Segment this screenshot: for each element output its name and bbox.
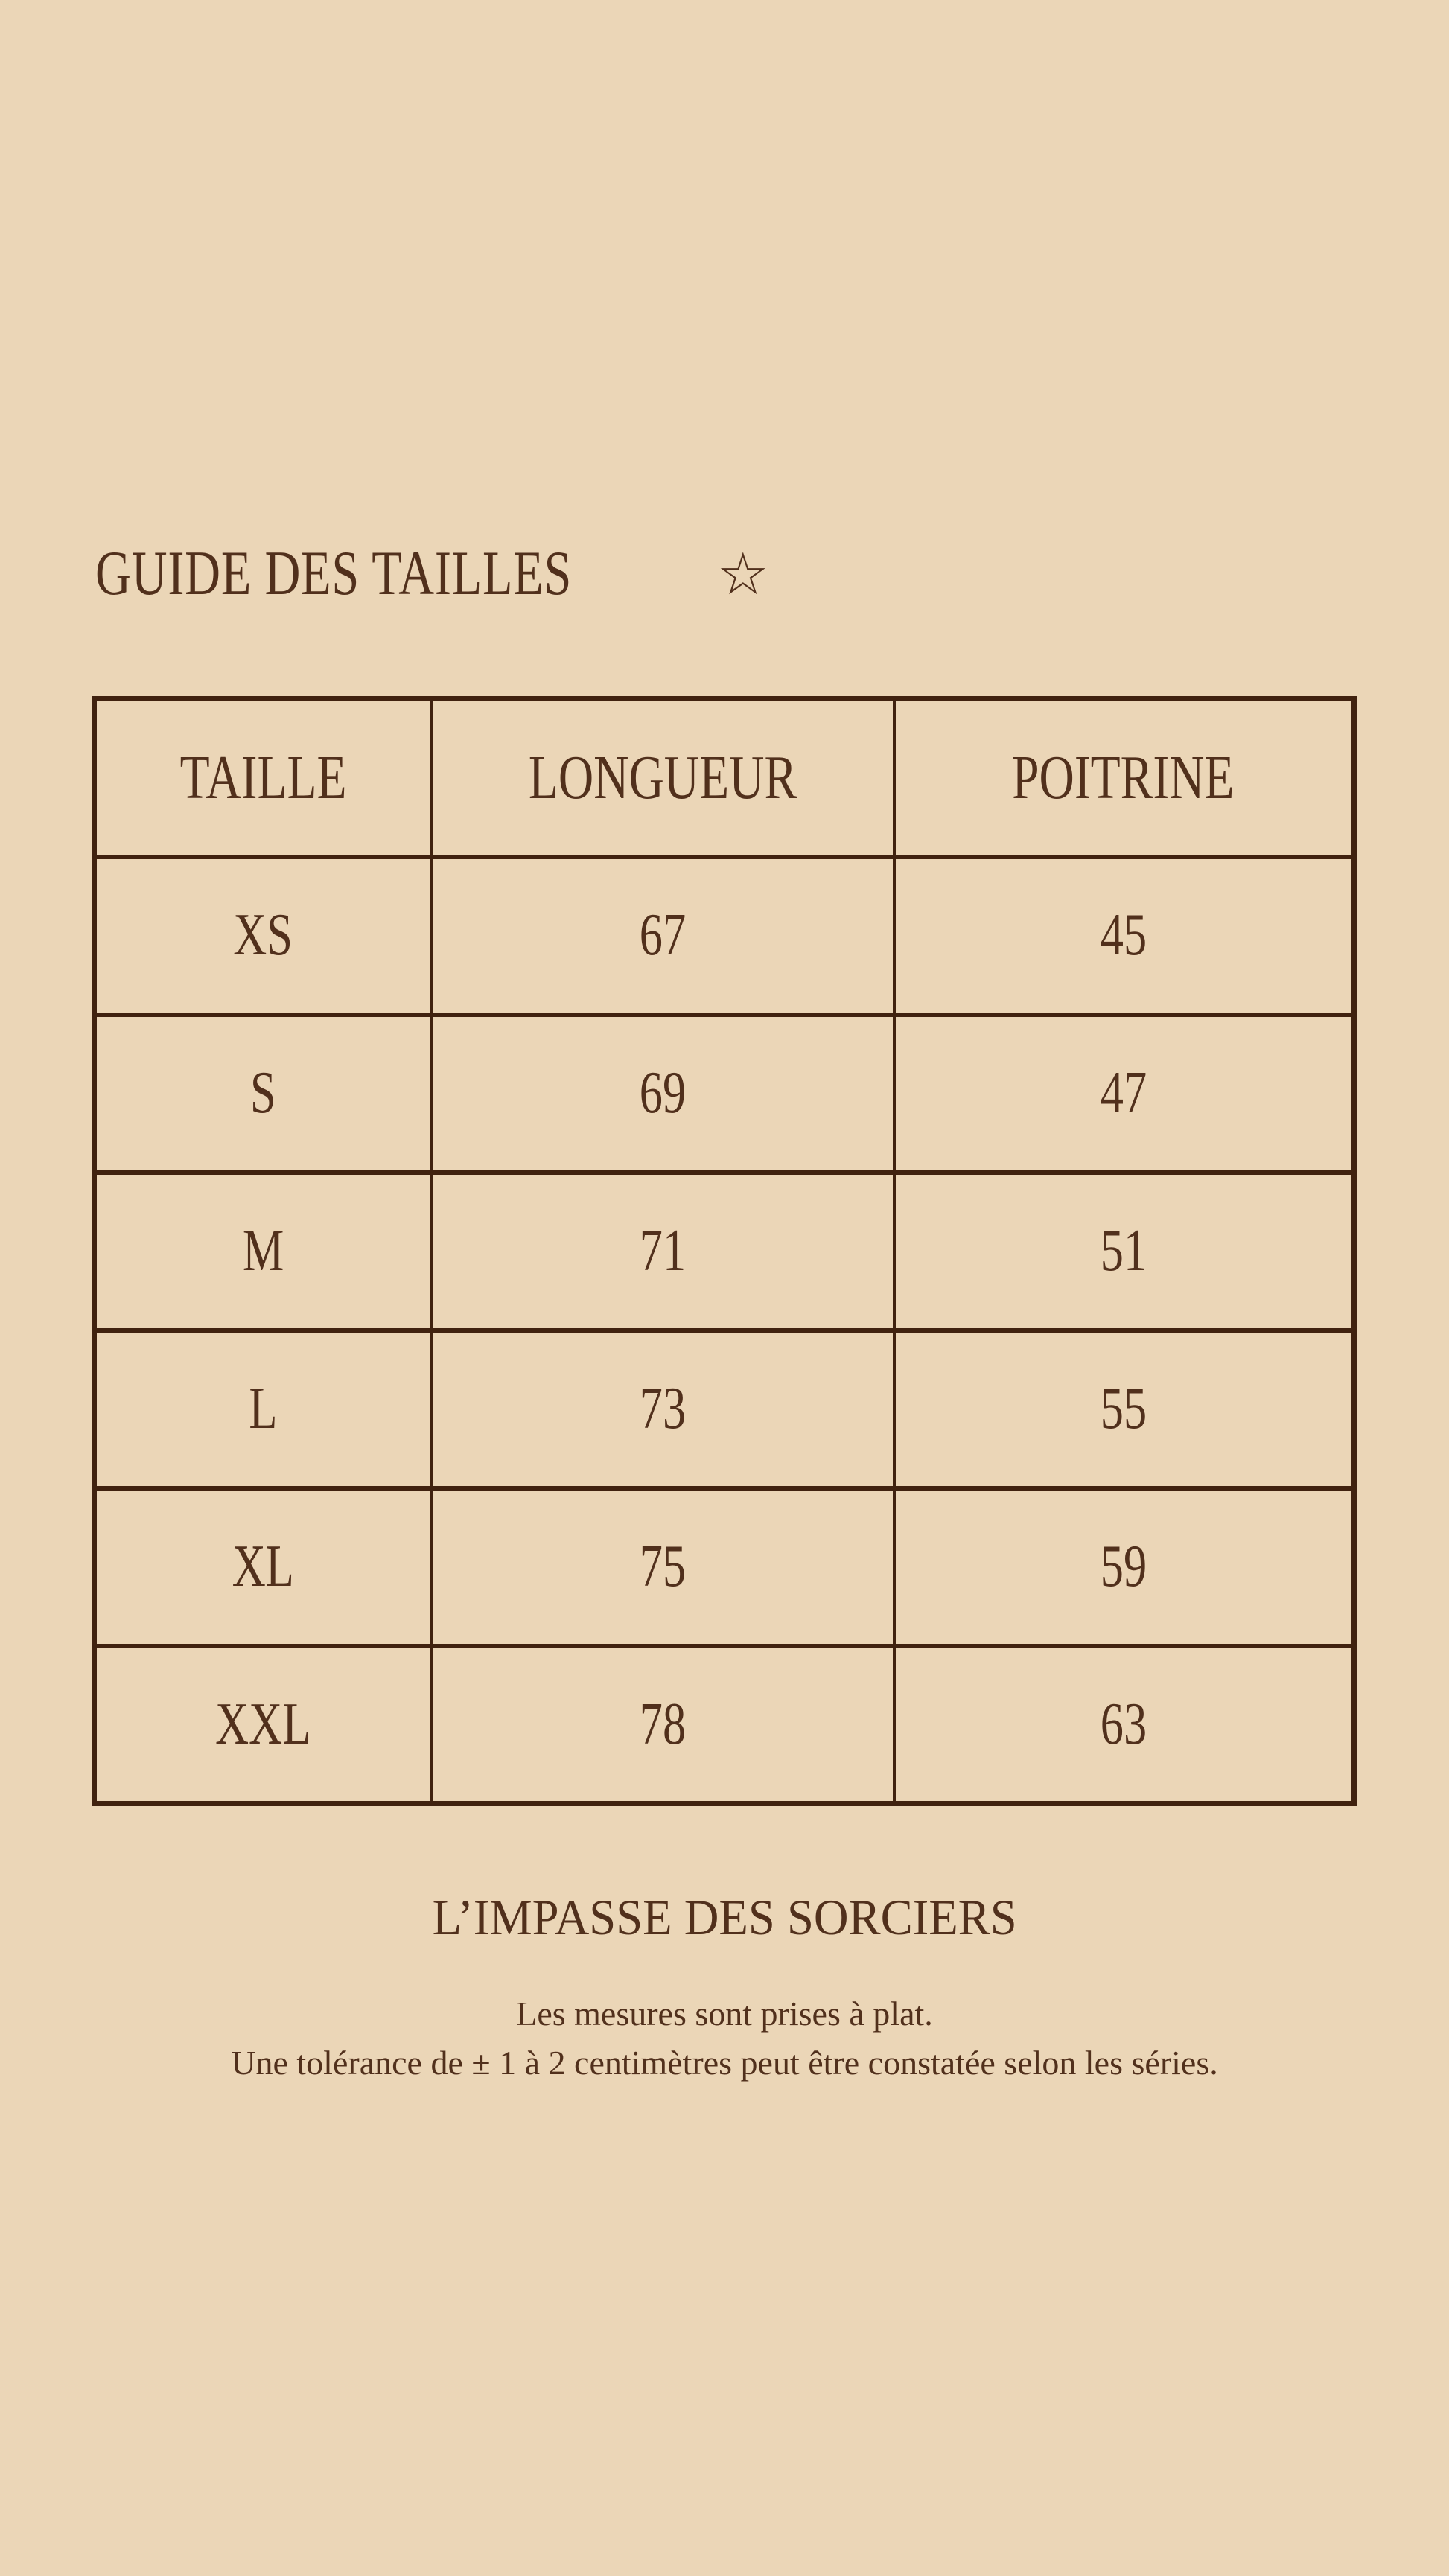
cell-taille: XS (95, 857, 431, 1015)
cell-poitrine: 51 (894, 1173, 1354, 1330)
table-row-s (95, 1015, 1354, 1173)
table-row-xs (95, 857, 1354, 1015)
measurement-notes (0, 1989, 1449, 2088)
cell-longueur: 69 (431, 1015, 894, 1173)
cell-taille: S (95, 1015, 431, 1173)
brand-name: L’IMPASSE DES SORCIERS (432, 1889, 1017, 1945)
header-taille: TAILLE (95, 699, 431, 857)
cell-taille: M (95, 1173, 431, 1330)
note-line-1: Les mesures sont prises à plat. (516, 1995, 933, 2033)
table-row-l (95, 1330, 1354, 1488)
cell-poitrine: 59 (894, 1488, 1354, 1646)
header-longueur: LONGUEUR (431, 699, 894, 857)
cell-longueur: 73 (431, 1330, 894, 1488)
header-poitrine: POITRINE (894, 699, 1354, 857)
note-line-2: Une tolérance de ± 1 à 2 centimètres peut être constatée selon les séries. (231, 2044, 1218, 2082)
size-table (92, 696, 1357, 1806)
cell-longueur: 71 (431, 1173, 894, 1330)
star-icon: ☆ (716, 541, 770, 608)
cell-poitrine: 47 (894, 1015, 1354, 1173)
table-header-row (95, 699, 1354, 857)
cell-poitrine: 45 (894, 857, 1354, 1015)
cell-poitrine: 55 (894, 1330, 1354, 1488)
cell-taille: L (95, 1330, 431, 1488)
cell-taille: XL (95, 1488, 431, 1646)
cell-longueur: 67 (431, 857, 894, 1015)
table-row-xxl (95, 1646, 1354, 1804)
cell-poitrine: 63 (894, 1646, 1354, 1804)
cell-longueur: 75 (431, 1488, 894, 1646)
cell-longueur: 78 (431, 1646, 894, 1804)
page-title (95, 538, 770, 610)
cell-taille: XXL (95, 1646, 431, 1804)
table-row-xl (95, 1488, 1354, 1646)
table-row-m (95, 1173, 1354, 1330)
page-title-text: GUIDE DES TAILLES (95, 538, 573, 608)
